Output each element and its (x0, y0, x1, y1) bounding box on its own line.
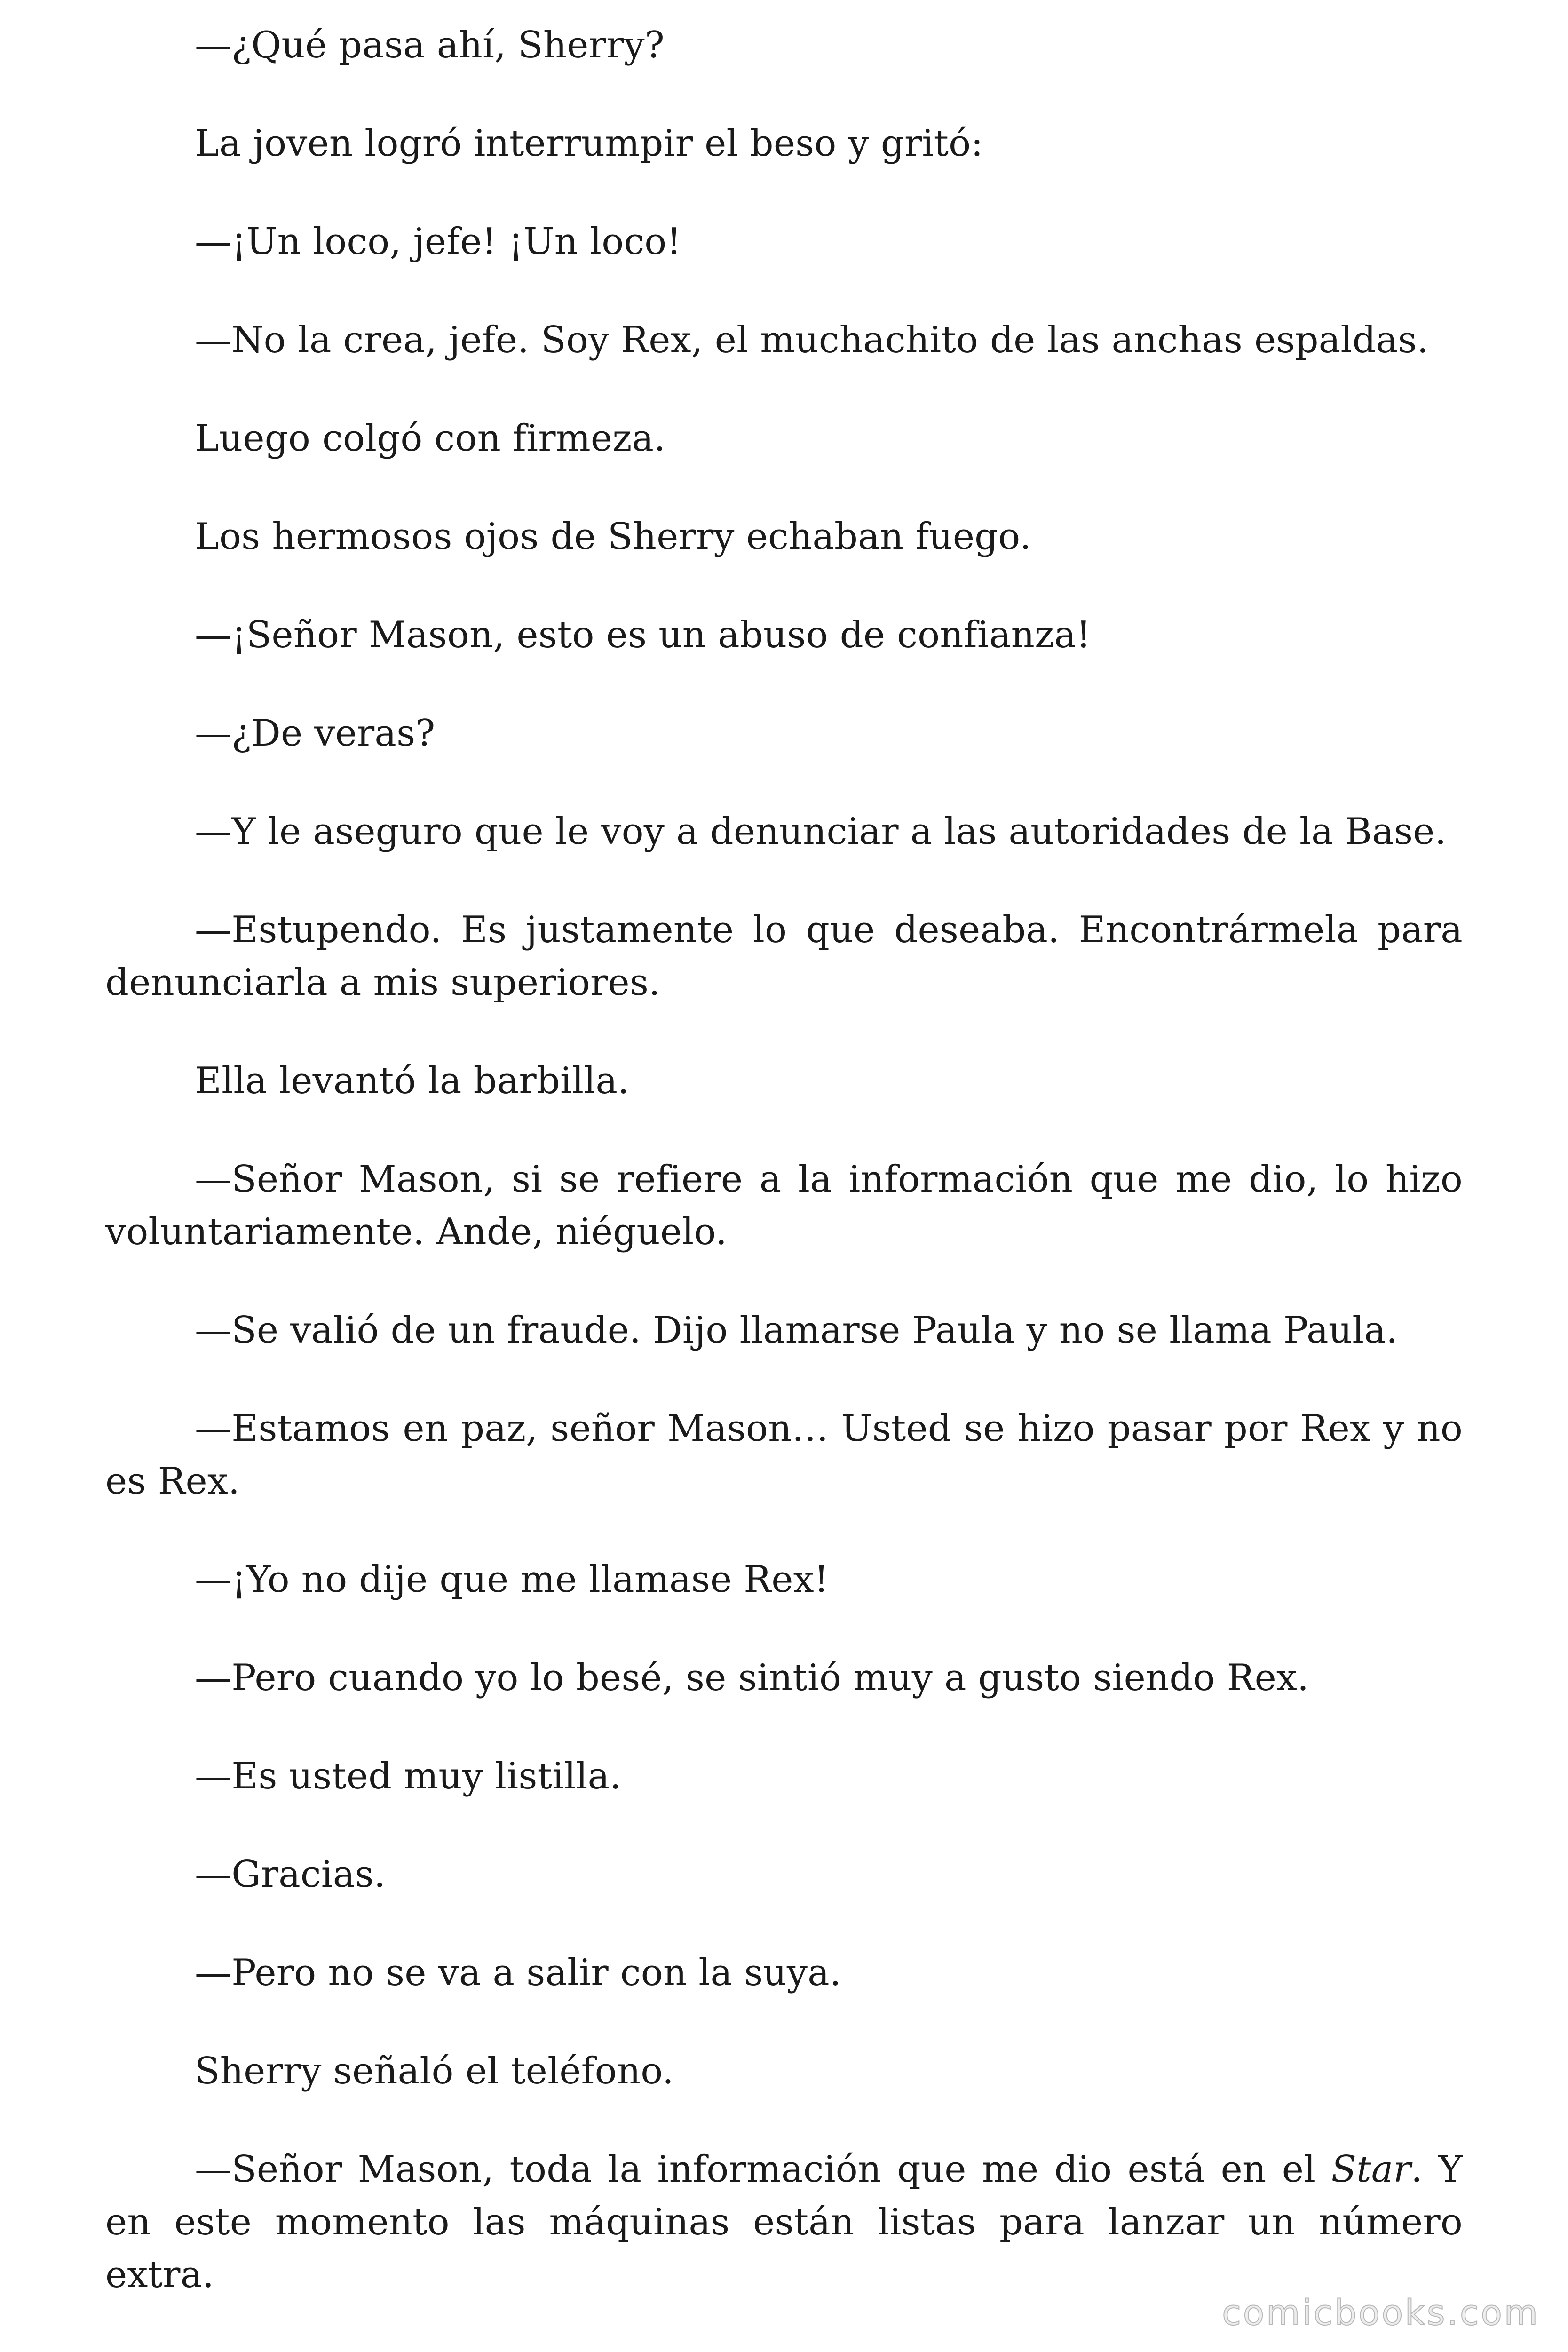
paragraph: —Estamos en paz, señor Mason… Usted se hizo pasar por Rex y no es Rex. (105, 1407, 1463, 1502)
paragraph: —¡Un loco, jefe! ¡Un loco! (195, 221, 681, 263)
paragraph: —Es usted muy listilla. (195, 1755, 622, 1797)
text-column (105, 19, 1463, 2301)
final-paragraph-end: . Y en este momento las máquinas están listas para lanzar un número extra. (105, 2148, 1463, 2296)
newspaper-title: Star (1331, 2148, 1411, 2191)
paragraph: —Estupendo. Es justamente lo que deseaba. Encontrármela para denunciarla a mis superiores. (105, 909, 1463, 1004)
paragraph: —Pero no se va a salir con la suya. (195, 1952, 841, 1994)
paragraph: —No la crea, jefe. Soy Rex, el muchachito de las anchas espaldas. (195, 319, 1429, 361)
paragraph: Ella levantó la barbilla. (195, 1060, 630, 1102)
watermark: comicbooks.com (1222, 2293, 1540, 2333)
paragraph: —Se valió de un fraude. Dijo llamarse Paula y no se llama Paula. (195, 1309, 1398, 1351)
final-paragraph (105, 2143, 1463, 2301)
paragraph: Sherry señaló el teléfono. (195, 2050, 674, 2092)
final-paragraph-start: —Señor Mason, toda la información que me dio está en el (195, 2148, 1331, 2191)
paragraph: —Señor Mason, si se refiere a la información que me dio, lo hizo voluntariamente. Ande, niéguelo. (105, 1158, 1463, 1253)
paragraph: —¡Yo no dije que me llamase Rex! (195, 1558, 829, 1601)
paragraph: —¿Qué pasa ahí, Sherry? (195, 24, 665, 66)
paragraph: —¡Señor Mason, esto es un abuso de confianza! (195, 614, 1091, 656)
paragraph: —¿De veras? (195, 712, 436, 755)
paragraph: La joven logró interrumpir el beso y gritó: (195, 122, 983, 165)
paragraph: Los hermosos ojos de Sherry echaban fuego. (195, 516, 1032, 558)
paragraph: —Gracias. (195, 1853, 386, 1896)
paragraph: —Pero cuando yo lo besé, se sintió muy a gusto siendo Rex. (195, 1657, 1309, 1699)
paragraph: Luego colgó con firmeza. (195, 417, 666, 460)
paragraph: —Y le aseguro que le voy a denunciar a las autoridades de la Base. (195, 810, 1447, 853)
